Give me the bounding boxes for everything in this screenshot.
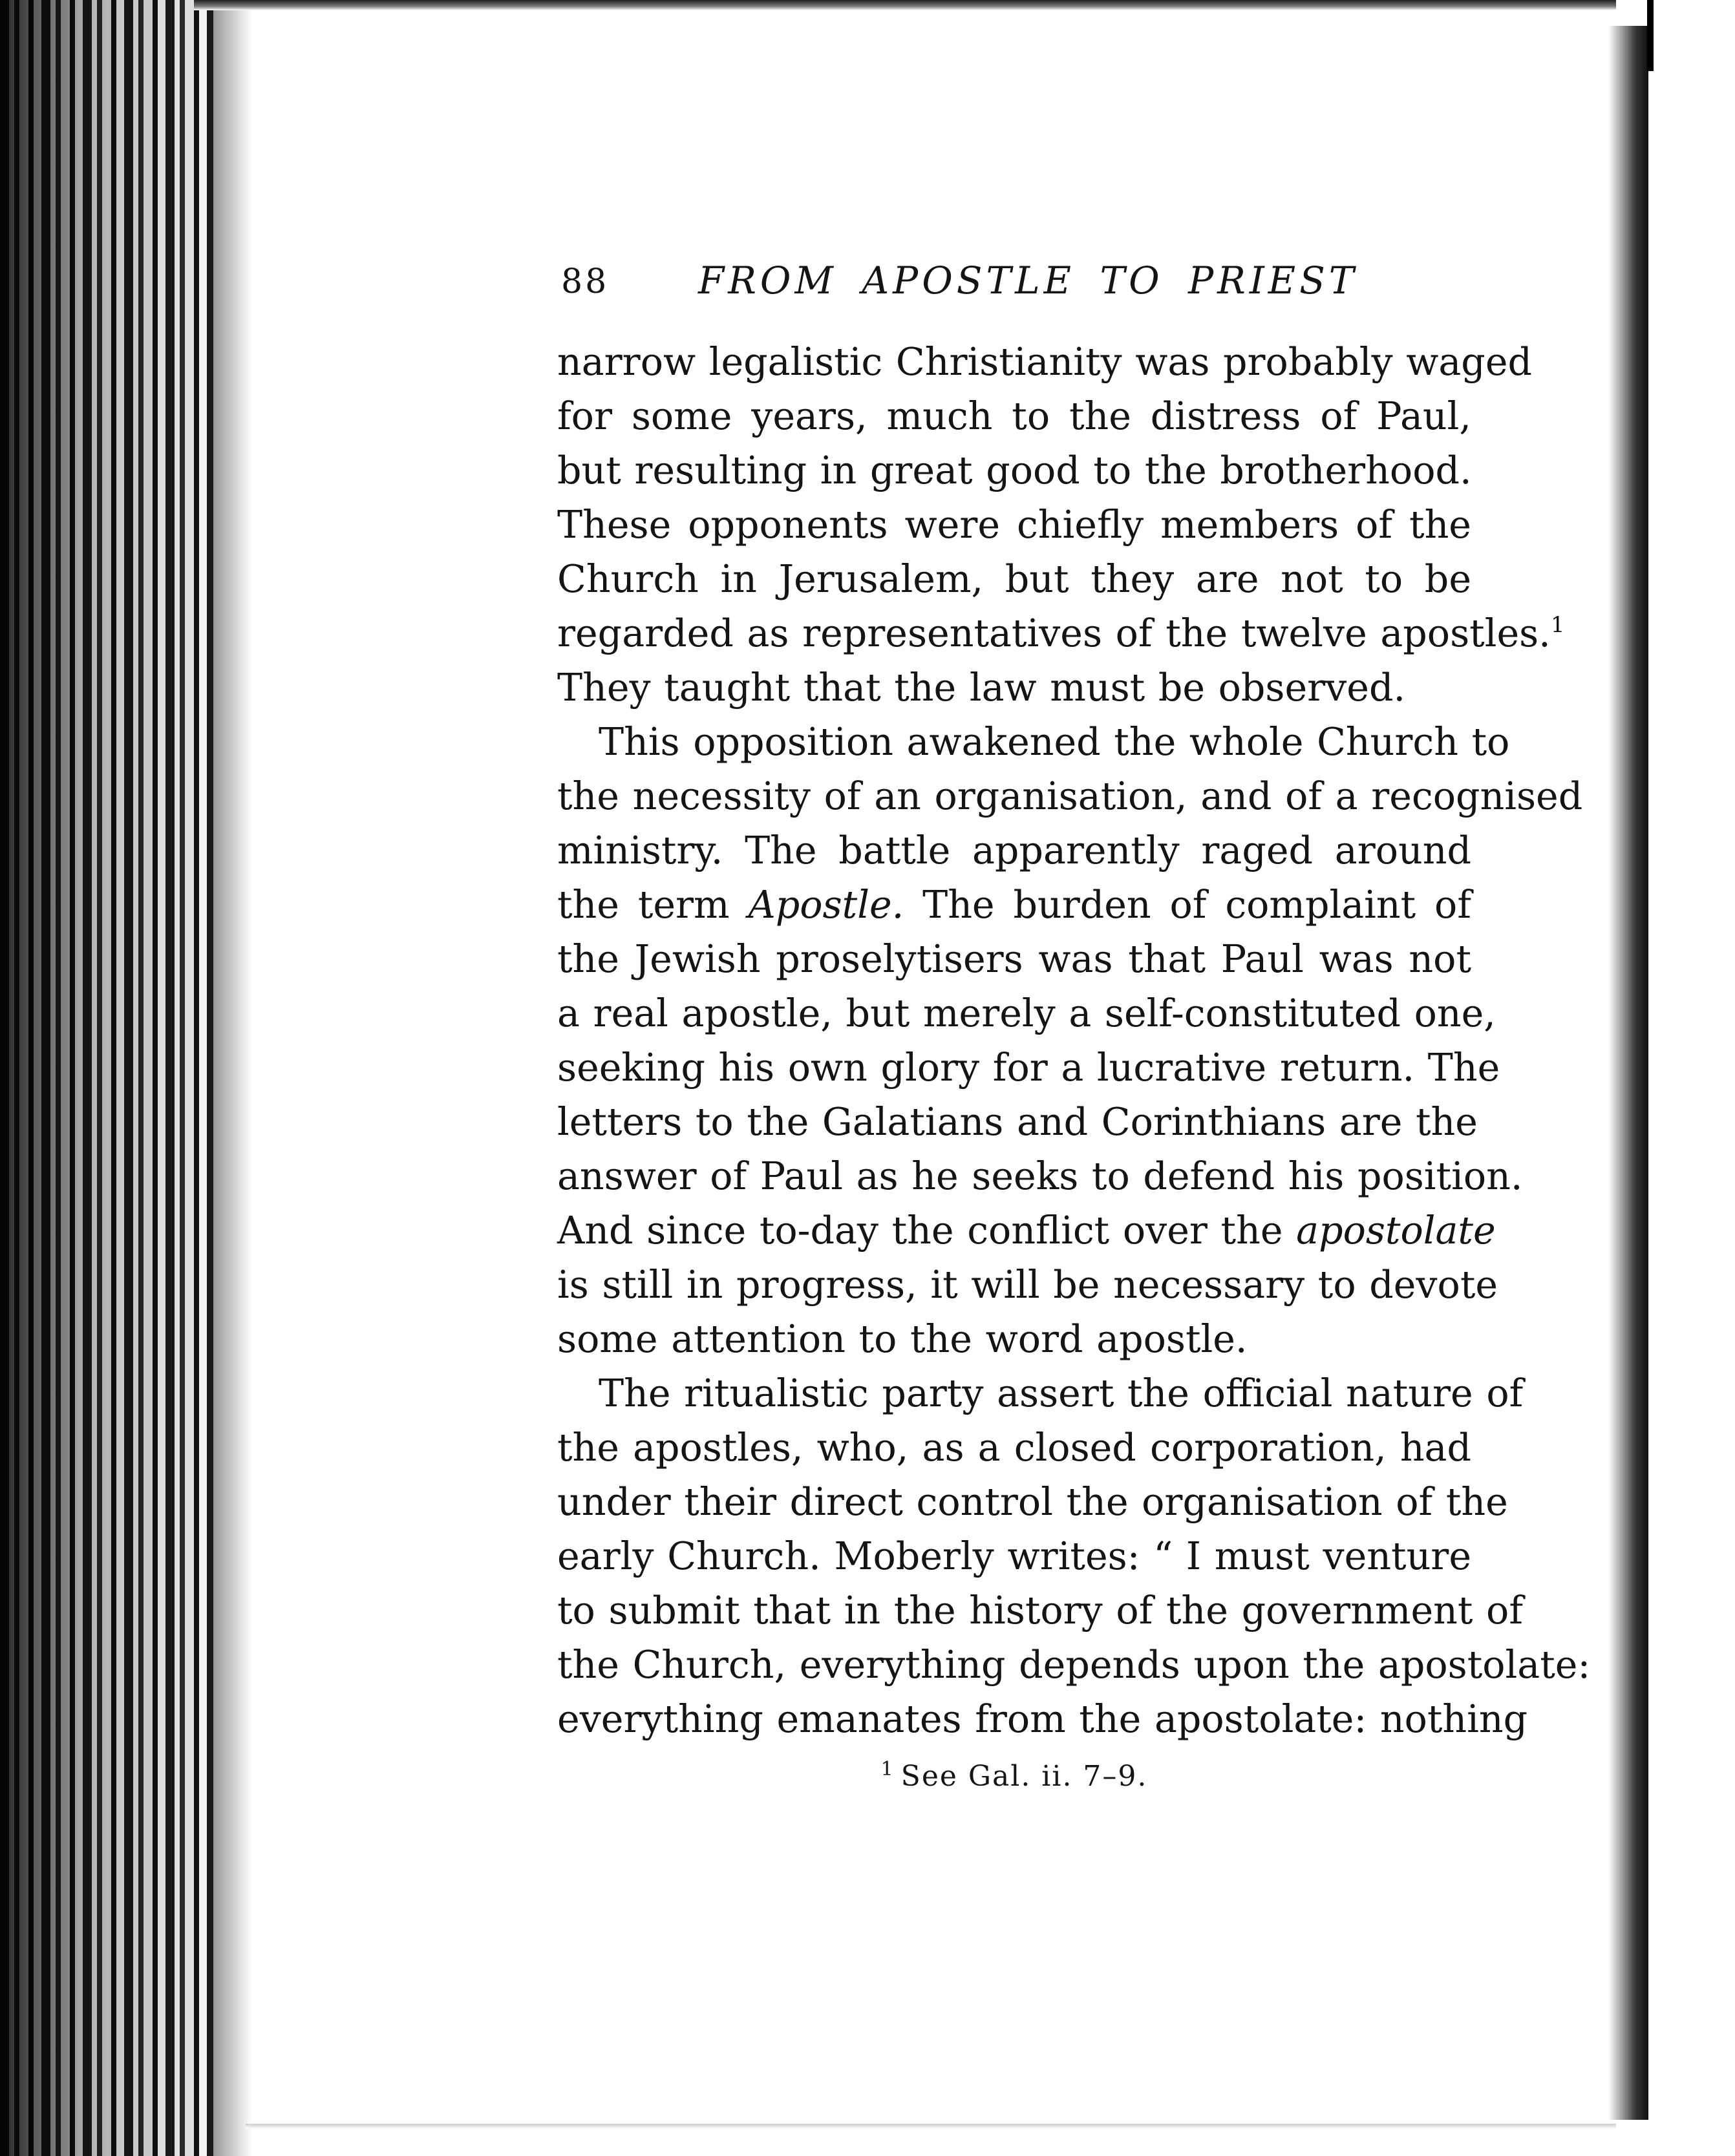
text-line: everything emanates from the apostolate: nothing (557, 1697, 1528, 1741)
text-line: ministry. The battle apparently raged around (557, 829, 1471, 872)
page-number: 88 (561, 262, 610, 301)
italic-term: Apostle. (748, 883, 904, 927)
text-line: but resulting in great good to the brotherhood. (557, 449, 1472, 492)
paragraph-2 (557, 715, 1583, 1366)
text-line: to submit that in the history of the government of (557, 1589, 1524, 1633)
text-line: The ritualistic party assert the official nature of (599, 1371, 1524, 1415)
text-line: seeking his own glory for a lucrative return. The (557, 1046, 1500, 1090)
text-line: is still in progress, it will be necessary to devote (557, 1263, 1498, 1307)
footnote-mark: 1 (880, 1758, 895, 1781)
text-line: narrow legalistic Christianity was probably waged (557, 340, 1533, 384)
footnote (557, 1758, 1471, 1793)
text-line: They taught that the law must be observed. (557, 666, 1406, 710)
text-fragment: regarded as representatives of the twelve apostles. (557, 611, 1551, 655)
text-line: some attention to the word apostle. (557, 1317, 1248, 1361)
text-line: letters to the Galatians and Corinthians are the (557, 1100, 1478, 1144)
text-line: early Church. Moberly writes: “ I must venture (557, 1534, 1471, 1578)
paragraph-1 (557, 335, 1565, 715)
gutter-shadow (213, 0, 252, 2156)
bottom-page-edge (246, 2124, 1616, 2129)
book-page-edges-left (0, 0, 213, 2156)
text-line: answer of Paul as he seeks to defend his position. (557, 1154, 1523, 1198)
scan-margin-right (1648, 0, 1735, 2156)
running-head (557, 252, 1471, 317)
text-line: the Jewish proselytisers was that Paul was not (557, 937, 1471, 981)
text-line-with-italic (557, 878, 1471, 932)
text-line: the apostles, who, as a closed corporation, had (557, 1426, 1471, 1470)
footnote-text: See Gal. ii. 7–9. (900, 1760, 1148, 1793)
text-line: Church in Jerusalem, but they are not to be (557, 557, 1471, 601)
text-fragment: And since to-day the conflict over the (557, 1209, 1297, 1252)
text-line: the necessity of an organisation, and of a recognised (557, 774, 1583, 818)
text-line: for some years, much to the distress of Paul, (557, 394, 1471, 438)
right-page-edge (1608, 26, 1648, 2120)
text-fragment: the term (557, 883, 749, 927)
text-line: the Church, everything depends upon the apostolate: (557, 1643, 1591, 1687)
footnote-reference: 1 (1550, 612, 1565, 638)
text-line: These opponents were chiefly members of the (557, 503, 1471, 547)
right-edge-mark (1647, 0, 1654, 71)
italic-term: apostolate (1296, 1209, 1496, 1252)
text-line: under their direct control the organisation of the (557, 1480, 1508, 1524)
text-line: This opposition awakened the whole Church to (599, 720, 1510, 764)
text-line-with-footnote (557, 606, 1565, 661)
book-page (557, 252, 1591, 1793)
text-fragment: The burden of complaint of (904, 883, 1471, 927)
running-title: FROM APOSTLE TO PRIEST (698, 259, 1358, 302)
paragraph-3 (557, 1366, 1591, 1746)
text-line-with-italic (557, 1203, 1496, 1258)
text-line: a real apostle, but merely a self-constituted one, (557, 991, 1496, 1035)
top-page-edge (194, 0, 1616, 10)
